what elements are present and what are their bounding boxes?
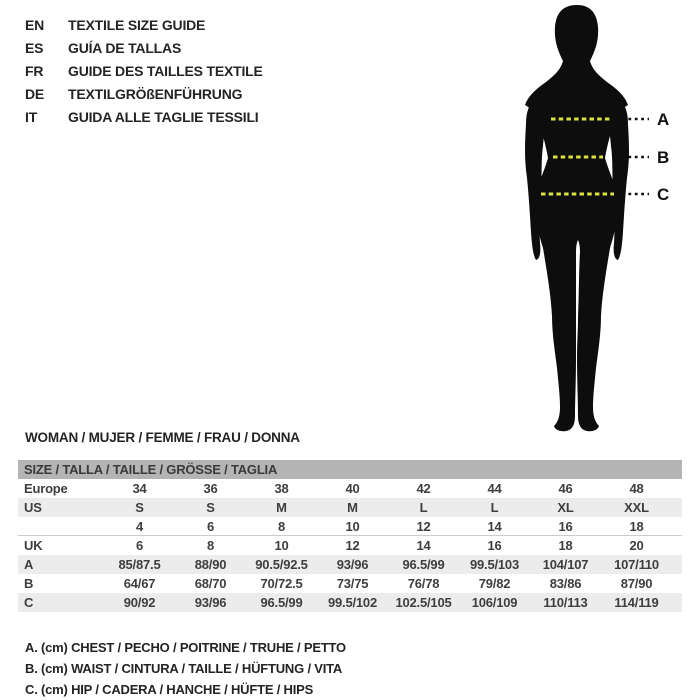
lang-code: FR — [25, 63, 44, 79]
size-value: 16 — [487, 538, 502, 553]
size-value: 40 — [345, 481, 360, 496]
size-value: 83/86 — [549, 576, 582, 591]
size-value: 18 — [629, 519, 644, 534]
table-row — [18, 593, 682, 612]
lang-title: GUIDA ALLE TAGLIE TESSILI — [68, 109, 259, 125]
size-value: 38 — [274, 481, 289, 496]
lang-row-en — [25, 14, 263, 37]
lang-title: TEXTILGRÖßENFÜHRUNG — [68, 86, 243, 102]
size-value: 42 — [416, 481, 431, 496]
size-value: 110/113 — [543, 595, 588, 610]
size-value: 90/92 — [123, 595, 156, 610]
size-value: 107/110 — [614, 557, 659, 572]
size-value: 18 — [558, 538, 573, 553]
size-value: 36 — [203, 481, 218, 496]
footnote-waist: B. (cm) WAIST / CINTURA / TAILLE / HÜFTUNG / VITA — [25, 661, 343, 676]
table-row — [18, 479, 682, 498]
language-title-list — [25, 14, 263, 129]
lang-title: GUIDE DES TAILLES TEXTILE — [68, 63, 263, 79]
size-table — [18, 460, 682, 612]
size-value: 79/82 — [478, 576, 511, 591]
footnote-hip: C. (cm) HIP / CADERA / HANCHE / HÜFTE / HIPS — [25, 682, 314, 697]
lang-code: ES — [25, 40, 44, 56]
size-value: 76/78 — [407, 576, 440, 591]
size-value: 64/67 — [123, 576, 156, 591]
marker-label-b: B — [657, 148, 670, 167]
size-value: 14 — [416, 538, 431, 553]
size-value: L — [419, 500, 428, 515]
row-label: A — [24, 557, 34, 572]
lang-row-es — [25, 37, 263, 60]
size-value: 87/90 — [620, 576, 653, 591]
row-label: C — [24, 595, 34, 610]
size-value: 12 — [345, 538, 360, 553]
size-value: M — [347, 500, 358, 515]
size-value: 106/109 — [471, 595, 518, 610]
size-value: M — [276, 500, 287, 515]
size-value: 6 — [206, 519, 215, 534]
row-label: Europe — [24, 481, 68, 496]
size-value: 6 — [135, 538, 144, 553]
woman-silhouette-icon — [440, 0, 700, 440]
size-value: 46 — [558, 481, 573, 496]
lang-code: IT — [25, 109, 38, 125]
size-value: 90.5/92.5 — [255, 557, 308, 572]
size-value: 93/96 — [194, 595, 227, 610]
table-row — [18, 555, 682, 574]
size-value: 99.5/102 — [327, 595, 377, 610]
size-value: 44 — [487, 481, 502, 496]
size-value: XXL — [624, 500, 649, 515]
size-value: 16 — [558, 519, 573, 534]
size-value: 10 — [274, 538, 289, 553]
footnote-chest: A. (cm) CHEST / PECHO / POITRINE / TRUHE / PETTO — [25, 640, 346, 655]
size-value: S — [135, 500, 144, 515]
measurement-figure — [440, 0, 700, 440]
table-row — [18, 517, 682, 536]
row-label: US — [24, 500, 42, 515]
lang-title: TEXTILE SIZE GUIDE — [68, 17, 206, 33]
lang-row-fr — [25, 60, 263, 83]
row-label: UK — [24, 538, 43, 553]
table-row — [18, 536, 682, 555]
size-value: 68/70 — [194, 576, 227, 591]
size-value: 96.5/99 — [402, 557, 445, 572]
marker-label-a: A — [657, 110, 670, 129]
silhouette-body — [525, 5, 628, 431]
row-label: B — [24, 576, 34, 591]
size-value: 104/107 — [542, 557, 589, 572]
marker-label-c: C — [657, 185, 670, 204]
size-value: 48 — [629, 481, 644, 496]
size-value: 8 — [206, 538, 215, 553]
lang-code: DE — [25, 86, 45, 102]
size-value: 4 — [135, 519, 144, 534]
size-value: 20 — [629, 538, 644, 553]
size-value: 10 — [345, 519, 360, 534]
lang-row-it — [25, 106, 263, 129]
size-value: 93/96 — [336, 557, 369, 572]
gender-heading: WOMAN / MUJER / FEMME / FRAU / DONNA — [25, 430, 300, 445]
row-label — [18, 517, 104, 536]
measurement-footnotes — [25, 637, 346, 700]
size-value: 99.5/103 — [469, 557, 519, 572]
size-value: 12 — [416, 519, 431, 534]
lang-code: EN — [25, 17, 45, 33]
table-row — [18, 498, 682, 517]
size-value: 102.5/105 — [395, 595, 452, 610]
size-value: S — [206, 500, 215, 515]
size-value: 70/72.5 — [260, 576, 303, 591]
size-value: 88/90 — [194, 557, 227, 572]
lang-row-de — [25, 83, 263, 106]
size-value: XL — [557, 500, 574, 515]
size-table-header: SIZE / TALLA / TAILLE / GRÖSSE / TAGLIA — [18, 460, 682, 479]
size-value: 34 — [132, 481, 147, 496]
table-row — [18, 574, 682, 593]
size-value: 14 — [487, 519, 502, 534]
size-table-body — [18, 479, 682, 612]
size-value: L — [490, 500, 499, 515]
size-value: 73/75 — [336, 576, 369, 591]
size-value: 96.5/99 — [260, 595, 303, 610]
size-value: 114/119 — [614, 595, 659, 610]
size-value: 85/87.5 — [118, 557, 161, 572]
lang-title: GUÍA DE TALLAS — [68, 40, 182, 56]
size-value: 8 — [277, 519, 286, 534]
